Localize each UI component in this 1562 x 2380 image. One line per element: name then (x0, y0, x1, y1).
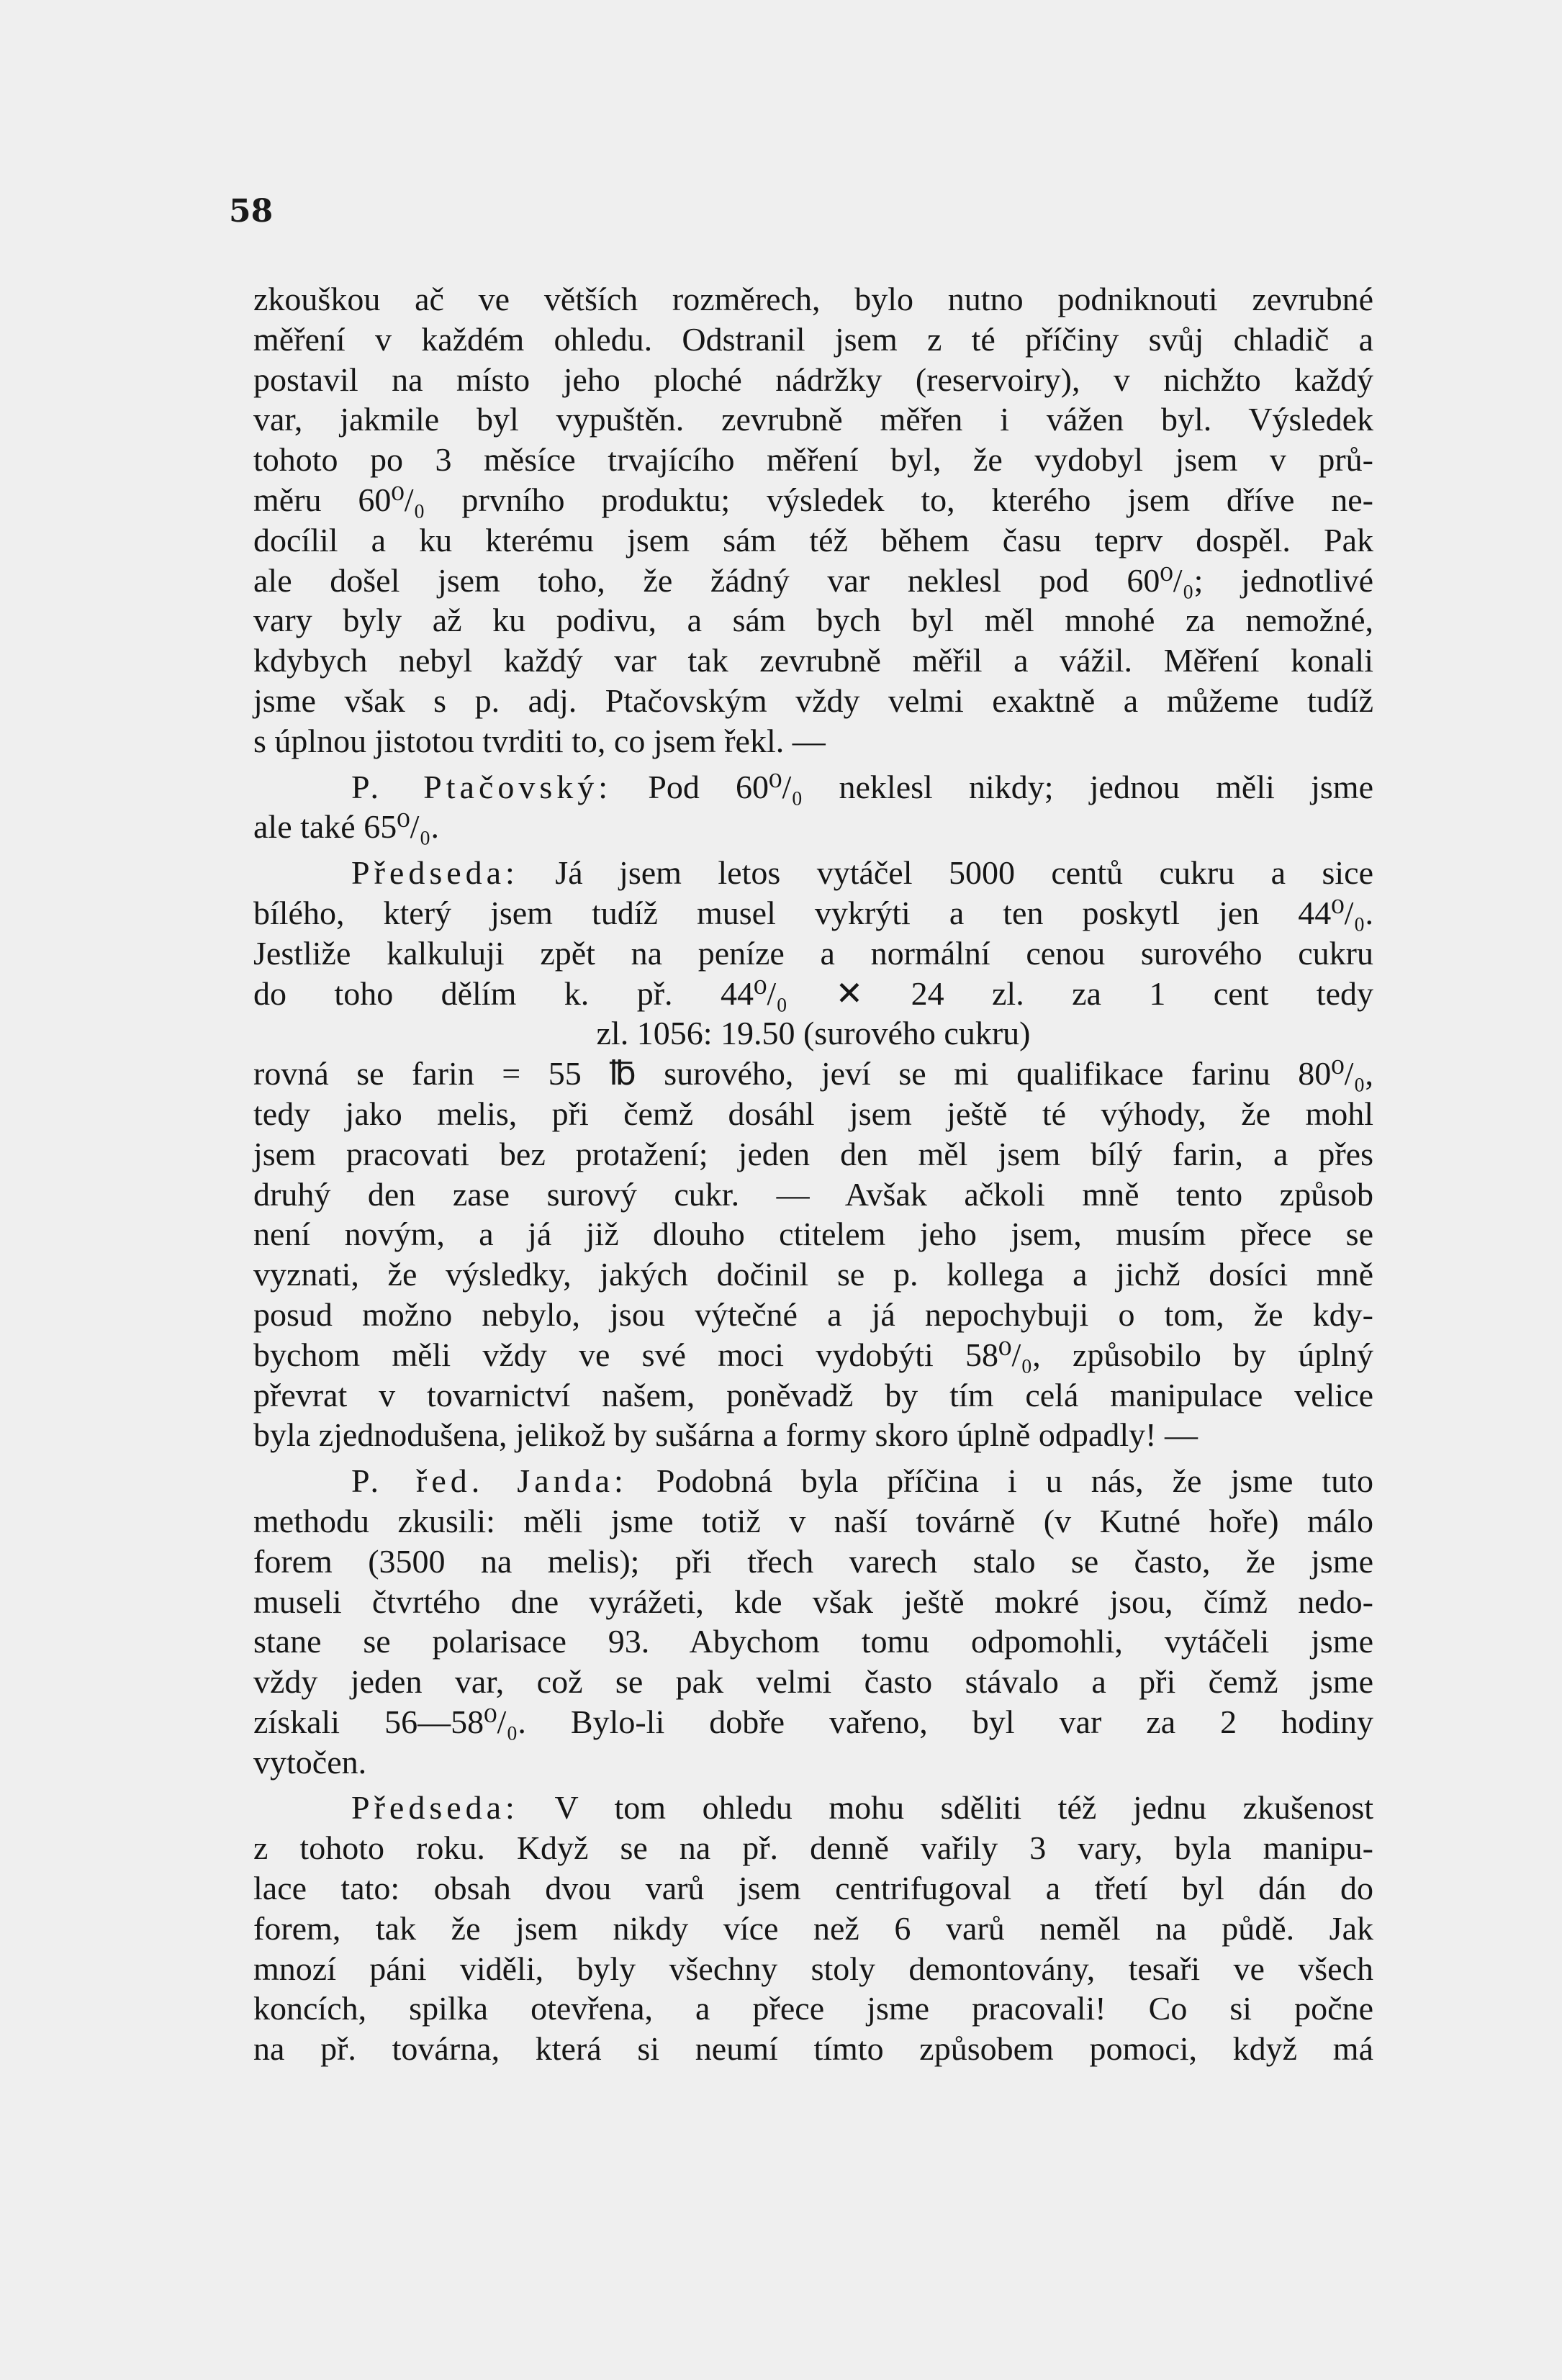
paragraph-2 (253, 767, 1373, 848)
paragraph-4 (253, 1461, 1373, 1782)
paragraph-1 (253, 279, 1373, 761)
text-line: ale také 65⁰/₀. (253, 808, 439, 846)
text-line: forem (3500 na melis); při třech varech stalo se často, že jsme (253, 1542, 1373, 1580)
text-line: docílil a ku kterému jsem sám též během času teprv dospěl. Pak (253, 521, 1373, 558)
text-line: z tohoto roku. Když se na př. denně vařily 3 vary, byla manipu- (253, 1829, 1373, 1867)
text-line: do toho dělím k. př. 44⁰/₀ ✕ 24 zl. za 1 cent tedy (253, 974, 1373, 1012)
text-line: methodu zkusili: měli jsme totiž v naší továrně (v Kutné hoře) málo (253, 1502, 1373, 1539)
text-line: měření v každém ohledu. Odstranil jsem z té příčiny svůj chladič a (253, 320, 1373, 358)
text-line: vyznati, že výsledky, jakých dočinil se p. kollega a jichž dosíci mně (253, 1256, 1373, 1293)
text-line (253, 767, 1373, 807)
text-line: druhý den zase surový cukr. — Avšak ačkoli mně tento způsob (253, 1175, 1373, 1213)
speaker-name: Předseda: (351, 1789, 519, 1827)
text-line: jsme však s p. adj. Ptačovským vždy velmi exaktně a můžeme tudíž (253, 682, 1373, 719)
text-line: vary byly až ku podivu, a sám bych byl měl mnohé za nemožné, (253, 602, 1373, 639)
text-line: forem, tak že jsem nikdy více než 6 varů neměl na půdě. Jak (253, 1909, 1373, 1947)
text-line: posud možno nebylo, jsou výtečné a já nepochybuji o tom, že kdy- (253, 1295, 1373, 1333)
paragraph-3 (253, 853, 1373, 1455)
text-line: stane se polarisace 93. Abychom tomu odpomohli, vytáčeli jsme (253, 1623, 1373, 1660)
text-line: vždy jeden var, což se pak velmi často stávalo a při čemž jsme (253, 1663, 1373, 1701)
text-line: bílého, který jsem tudíž musel vykrýti a ten poskytl jen 44⁰/₀. (253, 894, 1373, 931)
text-line: kdybych nebyl každý var tak zevrubně měřil a vážil. Měření konali (253, 642, 1373, 679)
speaker-name: Předseda: (351, 854, 519, 892)
text-line: Jestliže kalkuluji zpět na peníze a normální cenou surového cukru (253, 934, 1373, 972)
page-number: 58 (229, 193, 274, 230)
speech-text: V tom ohledu mohu sděliti též jednu zkušenost (518, 1789, 1373, 1827)
text-line: postavil na místo jeho ploché nádržky (reservoiry), v nichžto každý (253, 361, 1373, 398)
text-line (253, 1788, 1373, 1828)
text-line: var, jakmile byl vypuštěn. zevrubně měřen i vážen byl. Výsledek (253, 401, 1373, 438)
text-line: tedy jako melis, při čemž dosáhl jsem ještě té výhody, že mohl (253, 1095, 1373, 1132)
speech-text: Podobná byla příčina i u nás, že jsme tuto (627, 1462, 1373, 1500)
text-line: získali 56—58⁰/₀. Bylo-li dobře vařeno, byl var za 2 hodiny (253, 1703, 1373, 1740)
text-line (253, 1461, 1373, 1501)
text-line: rovná se farin = 55 ℔ surového, jeví se mi qualifikace farinu 80⁰/₀, (253, 1055, 1373, 1092)
text-line: zl. 1056: 19.50 (surového cukru) (596, 1015, 1031, 1052)
body-text (253, 279, 1373, 2069)
text-line: měru 60⁰/₀ prvního produktu; výsledek to, kterého jsem dříve ne- (253, 481, 1373, 518)
text-line: jsem pracovati bez protažení; jeden den měl jsem bílý farin, a přes (253, 1135, 1373, 1172)
text-line: mnozí páni viděli, byly všechny stoly demontovány, tesaři ve všech (253, 1950, 1373, 1987)
text-line: tohoto po 3 měsíce trvajícího měření byl, že vydobyl jsem v prů- (253, 441, 1373, 479)
text-line: museli čtvrtého dne vyrážeti, kde však ještě mokré jsou, čímž nedo- (253, 1583, 1373, 1620)
text-line: koncích, spilka otevřena, a přece jsme pracovali! Co si počne (253, 1990, 1373, 2027)
paragraph-5 (253, 1788, 1373, 2069)
text-line: bychom měli vždy ve své moci vydobýti 58⁰/₀, způsobilo by úplný (253, 1336, 1373, 1373)
text-line: lace tato: obsah dvou varů jsem centrifugoval a třetí byl dán do (253, 1870, 1373, 1907)
text-line: na př. továrna, která si neumí tímto způsobem pomoci, když má (253, 2030, 1373, 2068)
text-line: převrat v tovarnictví našem, poněvadž by tím celá manipulace velice (253, 1376, 1373, 1413)
text-line: byla zjednodušena, jelikož by sušárna a formy skoro úplně odpadly! — (253, 1416, 1198, 1454)
text-line: není novým, a já již dlouho ctitelem jeho jsem, musím přece se (253, 1216, 1373, 1253)
text-line: ale došel jsem toho, že žádný var neklesl pod 60⁰/₀; jednotlivé (253, 561, 1373, 599)
speech-text: Já jsem letos vytáčel 5000 centů cukru a sice (518, 854, 1373, 892)
speech-text: Pod 60⁰/₀ neklesl nikdy; jednou měli jsme (612, 768, 1373, 805)
speaker-name: P. Ptačovský: (351, 768, 613, 805)
text-line (253, 853, 1373, 893)
text-line: zkouškou ač ve větších rozměrech, bylo nutno podniknouti zevrubné (253, 281, 1373, 317)
speaker-name: P. řed. Janda: (351, 1462, 628, 1500)
text-line: vytočen. (253, 1743, 367, 1781)
text-line: s úplnou jistotou tvrditi to, co jsem řekl. — (253, 722, 826, 759)
